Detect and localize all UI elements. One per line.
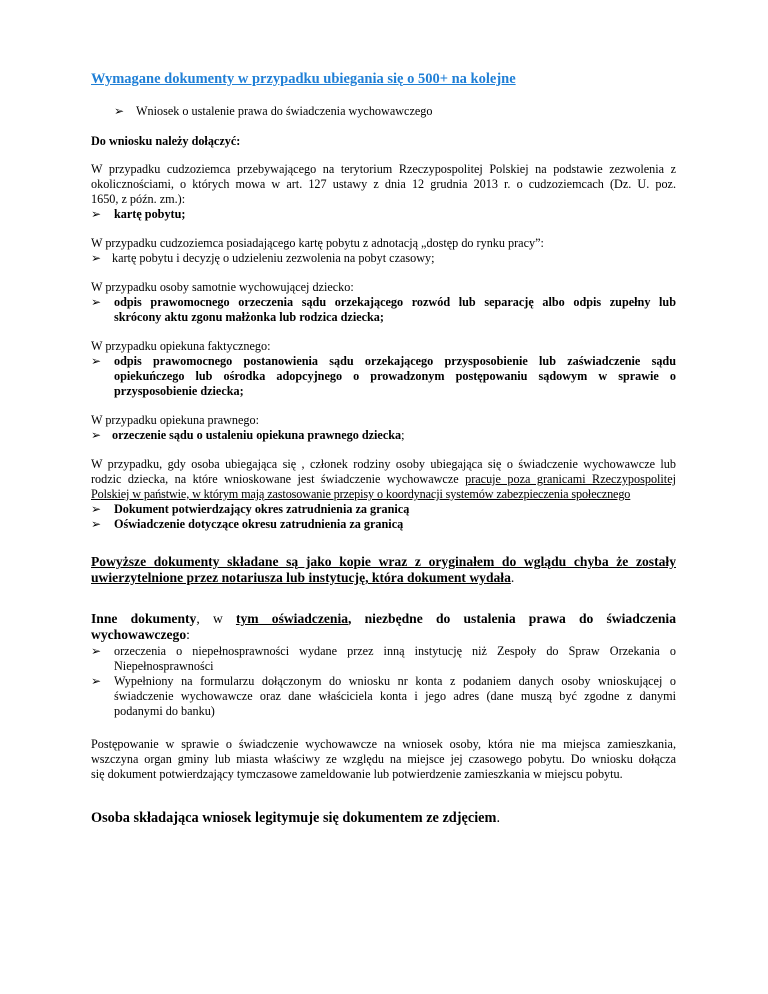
abroad-line-1: W przypadku, gdy osoba ubiegająca się , członek rodziny osoby ubiegająca się o świadczenie wychowawcze lub (91, 457, 676, 471)
bullet-icon: ➢ (114, 104, 125, 118)
legal-guardian-item-text: orzeczenie sądu o ustaleniu opiekuna prawnego dziecka (112, 428, 402, 442)
other-docs-item-2-line-1: Wypełniony na formularzu dołączonym do wniosku nr konta z podaniem danych osoby wnioskującej o (114, 674, 676, 688)
foreigner-permit-line-2: okolicznościami, o których mowa w art. 127 ustawy z dnia 12 grudnia 2013 r. o cudzoziemcach (Dz. U. poz. (91, 177, 676, 191)
abroad-line-3: Polskiej w państwie, w którym mają zastosowanie przepisy o koordynacji systemów zabezpieczenia społecznego (91, 487, 631, 501)
other-docs-item-1-line-1: orzeczenia o niepełnosprawności wydane przez inną instytucję niż Zespoły do Spraw Orzekania o (114, 644, 676, 658)
copies-note-line-2-text: uwierzytelnione przez notariusza lub instytucję, która dokument wydała (91, 570, 511, 585)
single-parent-line-1: W przypadku osoby samotnie wychowującej dziecko: (91, 280, 354, 294)
other-docs-h1b: , w (196, 611, 236, 626)
foreigner-permit-line-1: W przypadku cudzoziemca przebywającego na terytorium Rzeczypospolitej Polskiej na podstawie zezwolenia z (91, 162, 676, 176)
procedure-line-2: wszczyna organ gminy lub miasta właściwy ze względu na miejsce jej czasowego pobytu. Do wniosku dołącza (91, 752, 676, 766)
bullet-icon: ➢ (91, 428, 102, 442)
bullet-icon: ➢ (91, 502, 102, 516)
foreigner-permit-line-3: 1650, z późn. zm.): (91, 192, 186, 206)
abroad-line-2b: pracuje poza granicami Rzeczypospolitej (465, 472, 676, 486)
single-parent-item-line-1: odpis prawomocnego orzeczenia sądu orzekającego rozwód lub separację albo odpis zupełny lub (114, 295, 676, 309)
actual-guardian-line-1: W przypadku opiekuna faktycznego: (91, 339, 271, 353)
copies-note-line-1: Powyższe dokumenty składane są jako kopie wraz z oryginałem do wglądu chyba że zostały (91, 554, 676, 569)
intro-item: Wniosek o ustalenie prawa do świadczenia wychowawczego (136, 104, 433, 118)
abroad-line-2a: rodzic dziecka, na które wnioskowane jest świadczenie wychowawcze (91, 472, 466, 486)
other-docs-h2a: wychowawczego (91, 627, 187, 642)
bullet-icon: ➢ (91, 517, 102, 531)
single-parent-item-line-2: skrócony aktu zgonu małżonka lub rodzica dziecka; (114, 310, 384, 324)
other-docs-item-2-line-2: świadczenie wychowawcze oraz dane właściciela konta i jego adres (dane muszą być zgodne z danymi (114, 689, 676, 703)
other-docs-h1c: tym oświadczenia (235, 611, 349, 626)
other-docs-heading-line-2 (91, 627, 676, 643)
bullet-icon: ➢ (91, 207, 102, 221)
attach-heading: Do wniosku należy dołączyć: (91, 134, 241, 148)
bullet-icon: ➢ (91, 251, 102, 265)
other-docs-h1a: Inne dokumenty (91, 611, 197, 626)
identity-note-text: Osoba składająca wniosek legitymuje się dokumentem ze zdjęciem (91, 810, 497, 826)
procedure-line-3: się dokument potwierdzający tymczasowe zameldowanie lub potwierdzenie zamieszkania w miejscu pobytu. (91, 767, 623, 781)
other-docs-item-1-line-2: Niepełnosprawności (114, 659, 214, 673)
identity-note (91, 810, 500, 827)
other-docs-item-2-line-3: podanymi do banku) (114, 704, 215, 718)
bullet-icon: ➢ (91, 644, 102, 658)
actual-guardian-item-line-1: odpis prawomocnego postanowienia sądu orzekającego przysposobienie lub zaświadczenie sądu (114, 354, 676, 368)
copies-note-line-2-tail: . (510, 570, 515, 585)
abroad-item-2: Oświadczenie dotyczące okresu zatrudnienia za granicą (114, 517, 404, 531)
actual-guardian-item-line-3: przysposobienie dziecka; (114, 384, 244, 398)
foreigner-permit-item: kartę pobytu; (114, 207, 186, 221)
identity-note-tail: . (496, 810, 501, 826)
legal-guardian-item (112, 428, 405, 443)
other-docs-heading-line-1 (91, 611, 676, 627)
bullet-icon: ➢ (91, 674, 102, 688)
procedure-line-1: Postępowanie w sprawie o świadczenie wychowawcze na wniosek osoby, która nie ma miejsca zamieszkania, (91, 737, 676, 751)
actual-guardian-item-line-2: opiekuńczego lub ośrodka adopcyjnego o prowadzonym postępowaniu sądowym w sprawie o (114, 369, 676, 383)
abroad-item-1: Dokument potwierdzający okres zatrudnienia za granicą (114, 502, 410, 516)
foreigner-card-item: kartę pobytu i decyzję o udzieleniu zezwolenia na pobyt czasowy; (112, 251, 435, 265)
legal-guardian-item-tail: ; (401, 428, 405, 442)
copies-note-line-2 (91, 570, 676, 586)
bullet-icon: ➢ (91, 354, 102, 368)
other-docs-h2b: : (186, 627, 190, 642)
bullet-icon: ➢ (91, 295, 102, 309)
other-docs-h1d: , niezbędne do ustalenia prawa do świadczenia (348, 611, 676, 626)
foreigner-card-line-1: W przypadku cudzoziemca posiadającego kartę pobytu z adnotacją „dostęp do rynku pracy”: (91, 236, 544, 250)
legal-guardian-line-1: W przypadku opiekuna prawnego: (91, 413, 259, 427)
page-title: Wymagane dokumenty w przypadku ubiegania się o 500+ na kolejne (91, 71, 516, 87)
abroad-line-2 (91, 472, 676, 487)
